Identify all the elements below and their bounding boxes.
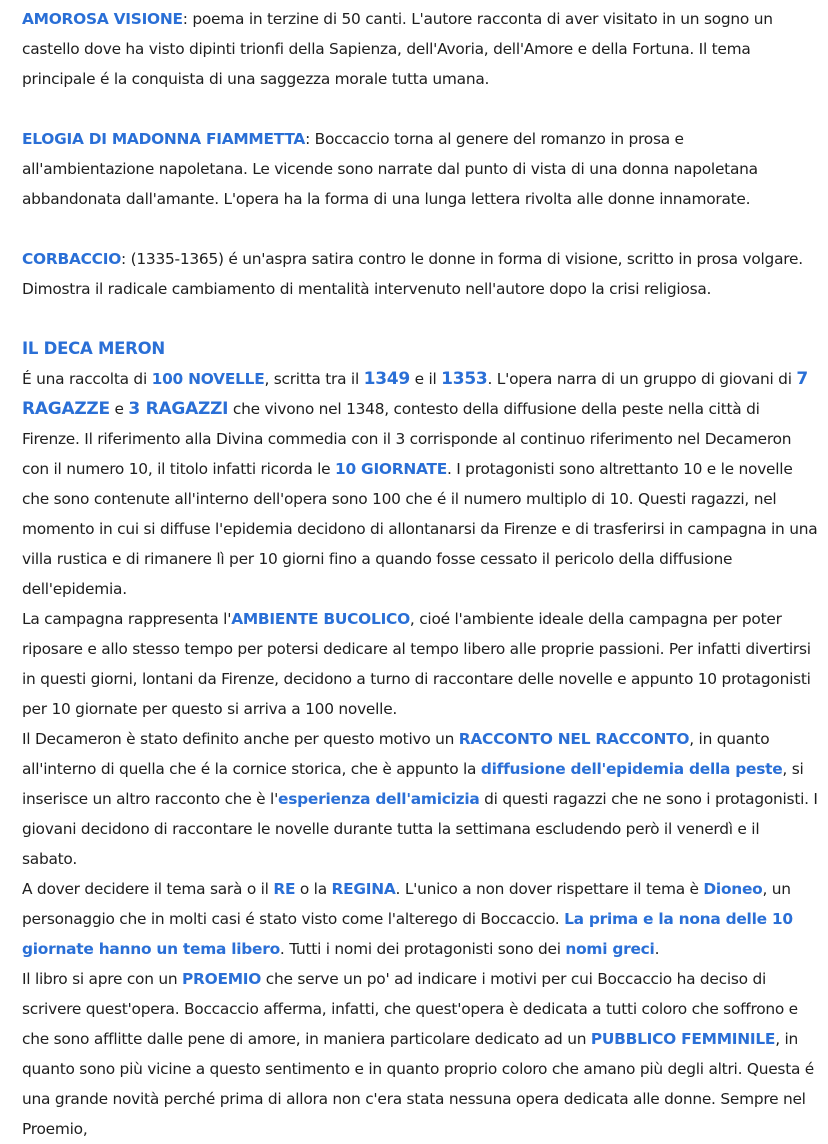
text-run: , si inserisce un altro racconto che è l'	[22, 760, 804, 808]
term-100-novelle: 100 NOVELLE	[151, 370, 265, 388]
text-run: e il	[409, 370, 442, 388]
text-run: , in quanto all'interno di quella che é la cornice storica, che è appunto la	[22, 730, 770, 778]
paragraph-racconto-nel-racconto	[22, 724, 818, 874]
term-tema-libero: La prima e la nona delle 10 giornate hanno un tema libero	[22, 910, 793, 958]
text-run: . L'unico a non dover rispettare il tema è	[395, 880, 704, 898]
term-nomi-greci: nomi greci	[565, 940, 655, 958]
text-run: che vivono nel 1348, contesto della diffusione della peste nella città di Firenze. Il riferimento alla Divina commedia con il 3 corrisponde al continuo riferimento nel Decameron con il numero 10, il titolo infatti ricorda le	[22, 400, 792, 478]
paragraph-ambiente-bucolico	[22, 604, 818, 724]
document-page	[22, 4, 818, 1144]
paragraph-decameron-intro	[22, 364, 818, 604]
text-run: o la	[295, 880, 332, 898]
section-heading: IL DECA MERON	[22, 339, 165, 358]
term-esperienza-amicizia: esperienza dell'amicizia	[278, 790, 480, 808]
term-3-ragazzi: 3 RAGAZZI	[128, 399, 229, 419]
text-run: É una raccolta di	[22, 370, 152, 388]
text-run: , in quanto sono più vicine a questo sentimento e in quanto proprio coloro che amano più degli altri. Questa é una grande novità perché prima di allora non c'era stata nessuna opera dedicata alle donne. Sempre nel Proemio,	[22, 1030, 815, 1138]
term-re: RE	[273, 880, 296, 898]
paragraph-corbaccio	[22, 244, 818, 304]
text-run: di questi ragazzi che ne sono i protagonisti. I giovani decidono di raccontare le novelle durante tutta la settimana escludendo però il venerdì e il sabato.	[22, 790, 818, 868]
paragraph-spacer	[22, 214, 818, 244]
term-proemio: PROEMIO	[182, 970, 262, 988]
term-amorosa-visione: AMOROSA VISIONE	[22, 10, 183, 28]
term-pubblico-femminile: PUBBLICO FEMMINILE	[590, 1030, 776, 1048]
term-elogia-fiammetta: ELOGIA DI MADONNA FIAMMETTA	[22, 130, 306, 148]
term-diffusione-epidemia: diffusione dell'epidemia della peste	[480, 760, 783, 778]
paragraph-spacer	[22, 94, 818, 124]
text-run: A dover decidere il tema sarà o il	[22, 880, 274, 898]
term-ambiente-bucolico: AMBIENTE BUCOLICO	[231, 610, 410, 628]
paragraph-elogia-fiammetta	[22, 124, 818, 214]
term-7-ragazze: 7 RAGAZZE	[22, 369, 808, 419]
paragraph-proemio	[22, 964, 818, 1144]
text-run: . I protagonisti sono altrettanto 10 e le novelle che sono contenute all'interno dell'opera sono 100 che é il numero multiplo di 10. Questi ragazzi, nel momento in cui si diffuse l'epidemia decidono di allontanarsi da Firenze e di trasferirsi in campagna in una villa rustica e di rimanere lì per 10 giorni fino a quando fosse cessato il pericolo della diffusione dell'epidemia.	[22, 460, 818, 598]
year-1349: 1349	[363, 369, 410, 389]
term-dioneo: Dioneo	[703, 880, 763, 898]
paragraph-amorosa-visione	[22, 4, 818, 94]
text-run: Il libro si apre con un	[22, 970, 182, 988]
term-10-giornate: 10 GIORNATE	[335, 460, 447, 478]
term-corbaccio: CORBACCIO	[22, 250, 122, 268]
text-run: , cioé l'ambiente ideale della campagna per poter riposare e allo stesso tempo per potersi dedicare al tempo libero alle proprie passioni. Per infatti divertirsi in questi giorni, lontani da Firenze, decidono a turno di raccontare delle novelle e appunto 10 protagonisti per 10 giornate per questo si arriva a 100 novelle.	[22, 610, 811, 718]
paragraph-text: : (1335-1365) é un'aspra satira contro le donne in forma di visione, scritto in prosa volgare. Dimostra il radicale cambiamento di mentalità intervenuto nell'autore dopo la crisi religiosa.	[22, 250, 803, 298]
paragraph-spacer	[22, 304, 818, 334]
text-run: Il Decameron è stato definito anche per questo motivo un	[22, 730, 459, 748]
text-run: che serve un po' ad indicare i motivi per cui Boccaccio ha deciso di scrivere quest'opera. Boccaccio afferma, infatti, che quest'opera è dedicata a tutti coloro che soffrono e che sono afflitte dalle pene di amore, in maniera particolare dedicato ad un	[22, 970, 798, 1048]
text-run: , scritta tra il	[264, 370, 364, 388]
text-run: . Tutti i nomi dei protagonisti sono dei	[279, 940, 566, 958]
text-run: , un personaggio che in molti casi é stato visto come l'alterego di Boccaccio.	[22, 880, 791, 928]
paragraph-text: : poema in terzine di 50 canti. L'autore racconta di aver visitato in un sogno un castello dove ha visto dipinti trionfi della Sapienza, dell'Avoria, dell'Amore e della Fortuna. Il tema principale é la conquista di una saggezza morale tutta umana.	[22, 10, 773, 88]
paragraph-text: : Boccaccio torna al genere del romanzo in prosa e all'ambientazione napoletana. Le vicende sono narrate dal punto di vista di una donna napoletana abbandonata dall'amante. L'opera ha la forma di una lunga lettera rivolta alle donne innamorate.	[22, 130, 758, 208]
year-1353: 1353	[441, 369, 488, 389]
text-run: e	[109, 400, 129, 418]
text-run: . L'opera narra di un gruppo di giovani di	[487, 370, 797, 388]
text-run: .	[654, 940, 660, 958]
term-racconto-nel-racconto: RACCONTO NEL RACCONTO	[458, 730, 690, 748]
term-regina: REGINA	[331, 880, 396, 898]
text-run: La campagna rappresenta l'	[22, 610, 232, 628]
paragraph-re-regina	[22, 874, 818, 964]
